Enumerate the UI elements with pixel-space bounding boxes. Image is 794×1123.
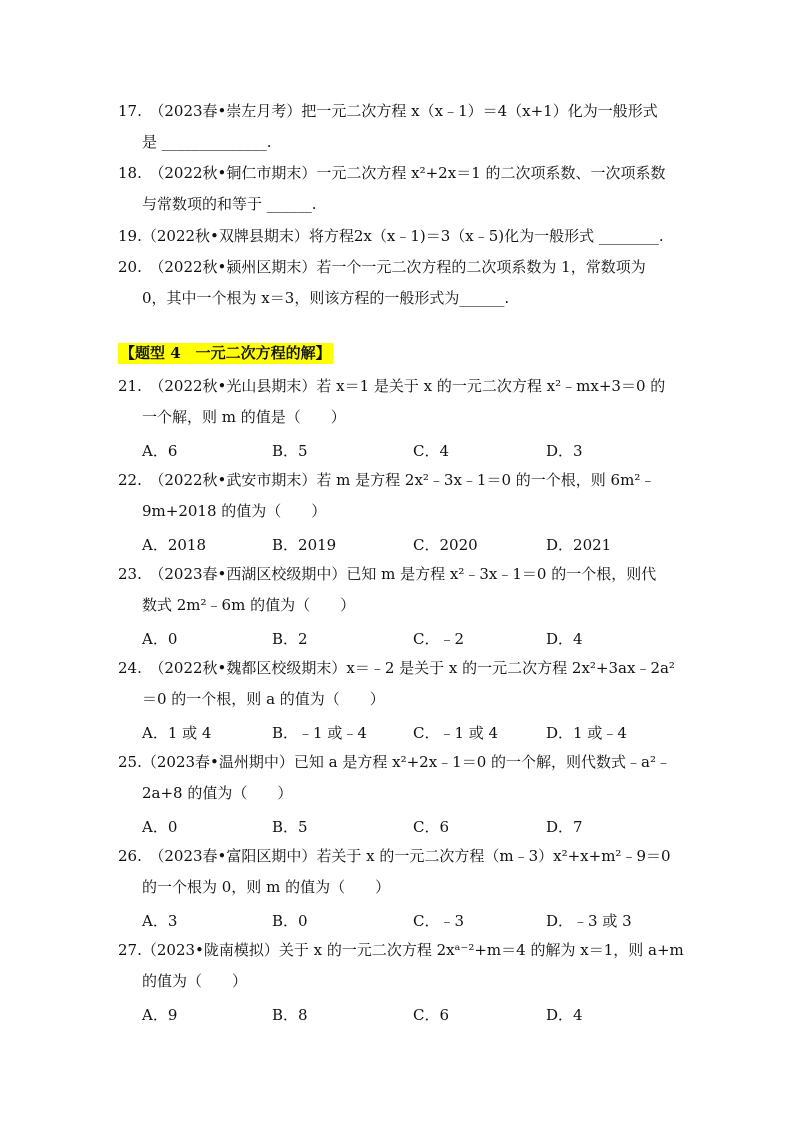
question-text-cont: 一个解，则 m 的值是（ ） (142, 408, 346, 426)
option-c: C．﹣2 (413, 630, 465, 648)
question-text-cont: 0，其中一个根为 x＝3，则该方程的一般形式为______. (142, 289, 510, 307)
question-text-cont: 是 ______________. (142, 133, 272, 151)
option-c: C．6 (413, 1006, 450, 1024)
question-27 (118, 940, 684, 990)
option-d: D．4 (546, 1006, 583, 1024)
option-a: A．9 (142, 1006, 178, 1024)
question-text-cont: 与常数项的和等于 ______. (142, 195, 317, 213)
question-text: 18. （2022秋•铜仁市期末）一元二次方程 x²+2x＝1 的二次项系数、一次项系数 (118, 164, 666, 182)
question-text: 26. （2023春•富阳区期中）若关于 x 的一元二次方程（m﹣3）x²+x+m²﹣9＝0 (118, 847, 671, 865)
question-text: 19.（2022秋•双牌县期末）将方程2x（x﹣1)＝3（x﹣5)化为一般形式 ________. (118, 227, 664, 245)
options-26 (142, 910, 662, 930)
question-22 (118, 470, 678, 520)
option-d: D．1 或﹣4 (546, 724, 627, 742)
option-d: D．﹣3 或 3 (546, 912, 632, 930)
option-b: B．2019 (272, 536, 337, 554)
option-d: D．3 (546, 442, 583, 460)
option-d: D．2021 (546, 536, 612, 554)
option-a: A．2018 (142, 536, 207, 554)
option-a: A．0 (142, 630, 178, 648)
question-text-cont: 9m+2018 的值为（ ） (142, 502, 327, 520)
option-b: B．2 (272, 630, 308, 648)
question-text-cont: ＝0 的一个根，则 a 的值为（ ） (142, 690, 385, 708)
question-text: 21. （2022秋•光山县期末）若 x＝1 是关于 x 的一元二次方程 x²﹣mx+3＝0 的 (118, 377, 666, 395)
question-text: 20. （2022秋•颍州区期末）若一个一元二次方程的二次项系数为 1，常数项为 (118, 258, 646, 276)
question-text: 22. （2022秋•武安市期末）若 m 是方程 2x²﹣3x﹣1＝0 的一个根，则 6m²﹣ (118, 471, 656, 489)
options-23 (142, 628, 662, 648)
options-24 (142, 722, 662, 742)
question-17 (118, 101, 678, 151)
options-27 (142, 1004, 662, 1024)
question-23 (118, 564, 678, 614)
question-21 (118, 376, 678, 426)
section-heading: 【题型 4 一元二次方程的解】 (120, 344, 331, 362)
option-b: B．5 (272, 442, 308, 460)
question-text-cont: 数式 2m²﹣6m 的值为（ ） (142, 596, 356, 614)
question-text-cont: 的一个根为 0，则 m 的值为（ ） (142, 878, 391, 896)
options-22 (142, 534, 662, 554)
question-text: 23. （2023春•西湖区校级期中）已知 m 是方程 x²﹣3x﹣1＝0 的一个根，则代 (118, 565, 657, 583)
option-c: C．4 (413, 442, 450, 460)
options-21 (142, 440, 662, 460)
option-b: B．﹣1 或﹣4 (272, 724, 367, 742)
option-b: B．8 (272, 1006, 308, 1024)
question-25 (118, 752, 678, 802)
question-18 (118, 163, 678, 213)
option-a: A．1 或 4 (142, 724, 212, 742)
question-text: 17. （2023春•崇左月考）把一元二次方程 x（x﹣1）＝4（x+1）化为一般形式 (118, 102, 658, 120)
question-text: 25.（2023春•温州期中）已知 a 是方程 x²+2x﹣1＝0 的一个解，则代数式﹣a²﹣ (118, 753, 671, 771)
question-19 (118, 226, 678, 246)
question-text-cont: 2a+8 的值为（ ） (142, 784, 293, 802)
question-text-cont: 的值为（ ） (142, 972, 248, 990)
option-c: C．2020 (413, 536, 478, 554)
option-b: B．5 (272, 818, 308, 836)
option-c: C．﹣1 或 4 (413, 724, 499, 742)
question-24 (118, 658, 678, 708)
question-text: 27.（2023•陇南模拟）关于 x 的一元二次方程 2xᵃ⁻²+m＝4 的解为 x＝1，则 a+m (118, 941, 684, 959)
option-b: B．0 (272, 912, 308, 930)
option-c: C．﹣3 (413, 912, 465, 930)
question-26 (118, 846, 678, 896)
question-text: 24. （2022秋•魏都区校级期末）x＝﹣2 是关于 x 的一元二次方程 2x²+3ax﹣2a² (118, 659, 675, 677)
option-a: A．0 (142, 818, 178, 836)
option-d: D．7 (546, 818, 583, 836)
option-a: A．6 (142, 442, 178, 460)
option-d: D．4 (546, 630, 583, 648)
options-25 (142, 816, 662, 836)
option-c: C．6 (413, 818, 450, 836)
question-20 (118, 257, 678, 307)
option-a: A．3 (142, 912, 178, 930)
